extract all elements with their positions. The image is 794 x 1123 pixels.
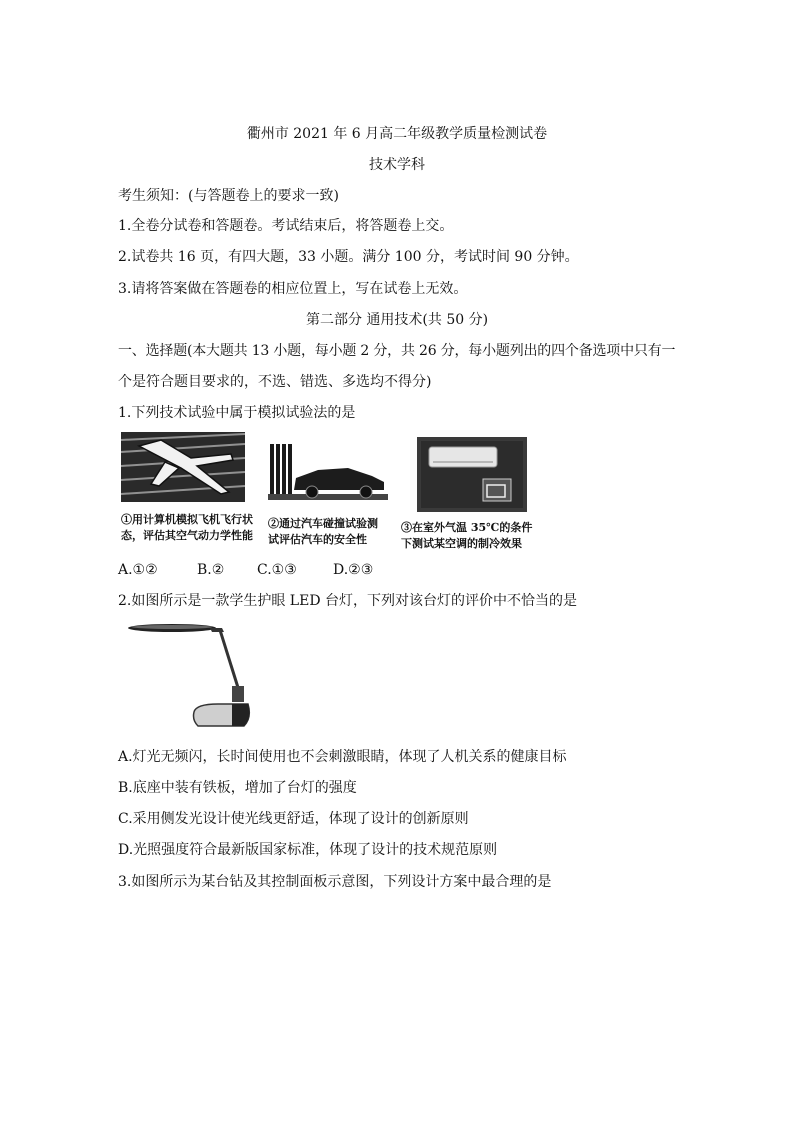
subject-title: 技术学科 [369, 157, 425, 173]
car-crash-test-figure [268, 440, 388, 500]
figure-3-caption-line2: 下测试某空调的制冷效果 [401, 537, 522, 550]
section-instructions-line1: 一、选择题(本大题共 13 小题，每小题 2 分，共 26 分，每小题列出的四个备选项中只有一 [118, 343, 676, 359]
figure-1-caption-line2: 态，评估其空气动力学性能 [121, 529, 253, 542]
question-2-stem: 2.如图所示是一款学生护眼 LED 台灯，下列对该台灯的评价中不恰当的是 [118, 593, 577, 609]
exam-title: 衢州市 2021 年 6 月高二年级教学质量检测试卷 [246, 126, 548, 142]
question-2-option-b: B.底座中装有铁板，增加了台灯的强度 [118, 780, 357, 796]
figure-2-caption-line1: ②通过汽车碰撞试验测 [268, 517, 378, 530]
question-1-option-b: B.② [197, 562, 225, 578]
question-2-option-a: A.灯光无频闪，长时间使用也不会刺激眼睛，体现了人机关系的健康目标 [118, 749, 567, 765]
notice-heading: 考生须知：(与答题卷上的要求一致) [118, 188, 339, 204]
question-3-stem: 3.如图所示为某台钻及其控制面板示意图，下列设计方案中最合理的是 [118, 874, 552, 890]
question-1-stem: 1.下列技术试验中属于模拟试验法的是 [118, 405, 356, 421]
figure-1-caption-line1: ①用计算机模拟飞机飞行状 [121, 513, 253, 526]
airplane-simulation-figure [121, 432, 245, 502]
question-1-option-a: A.①② [118, 562, 158, 578]
question-2-option-c: C.采用侧发光设计使光线更舒适，体现了设计的创新原则 [118, 811, 469, 827]
notice-item-1: 1.全卷分试卷和答题卷。考试结束后，将答题卷上交。 [118, 218, 454, 234]
air-conditioner-test-figure [417, 437, 527, 512]
part-title: 第二部分 通用技术(共 50 分) [305, 312, 489, 328]
question-1-option-c: C.①③ [257, 562, 297, 578]
figure-2-caption-line2: 试评估汽车的安全性 [268, 533, 367, 546]
figure-3-caption-line1: ③在室外气温 35℃的条件 [401, 521, 533, 534]
led-desk-lamp-figure [124, 620, 252, 732]
notice-item-2: 2.试卷共 16 页，有四大题，33 小题。满分 100 分，考试时间 90 分钟。 [118, 249, 579, 265]
section-instructions-line2: 个是符合题目要求的，不选、错选、多选均不得分) [118, 374, 432, 390]
notice-item-3: 3.请将答案做在答题卷的相应位置上，写在试卷上无效。 [118, 281, 468, 297]
question-2-option-d: D.光照强度符合最新版国家标准，体现了设计的技术规范原则 [118, 842, 498, 858]
question-1-option-d: D.②③ [333, 562, 374, 578]
